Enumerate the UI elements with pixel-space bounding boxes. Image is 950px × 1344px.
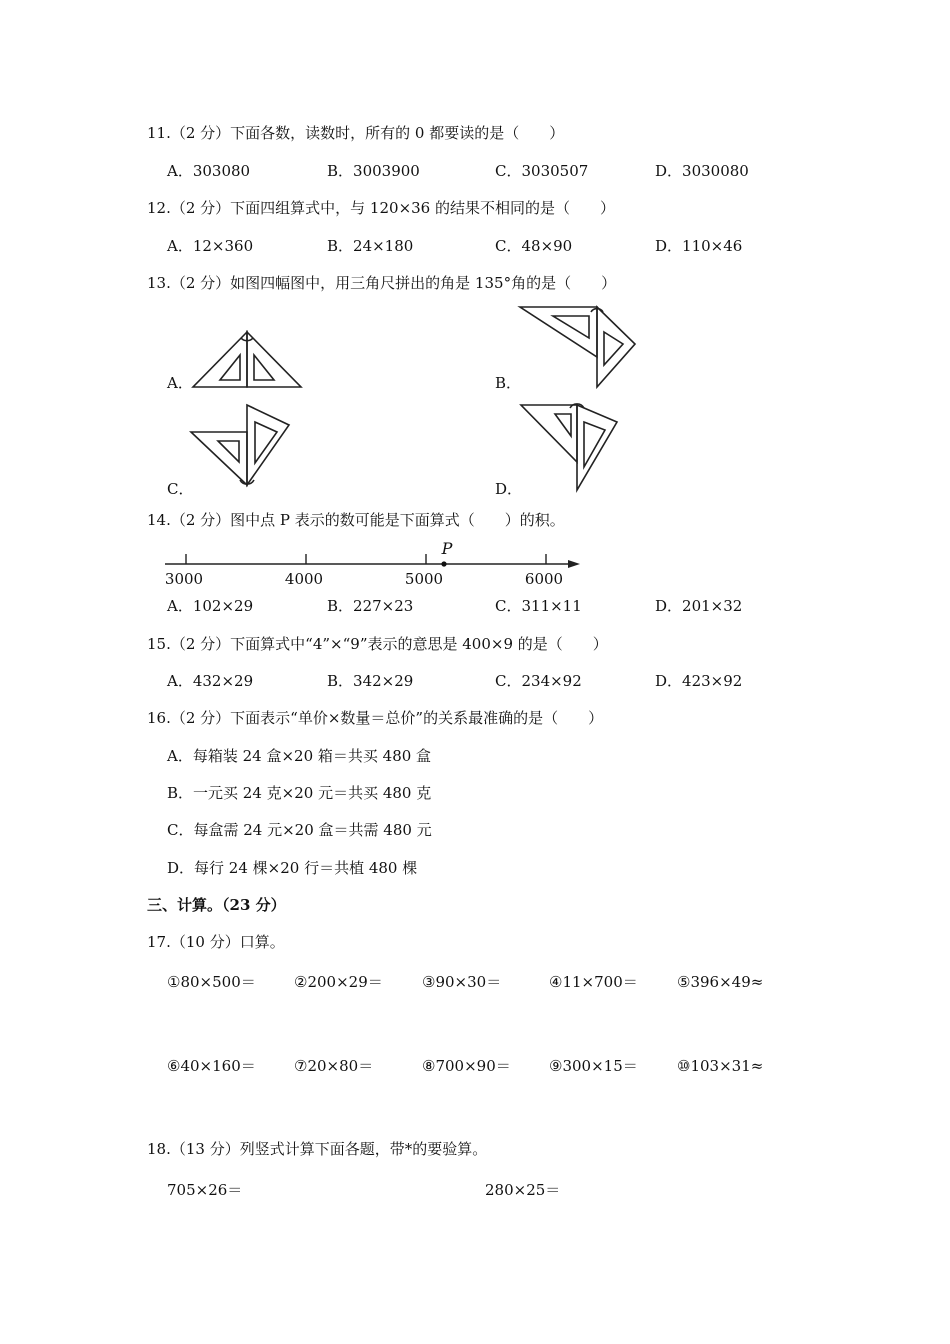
q16-option-c: C．每盒需 24 元×20 盒＝共需 480 元 <box>167 821 432 839</box>
q14-point-label: P <box>441 539 453 558</box>
q11-option-c: C．3030507 <box>495 162 589 180</box>
q13-label-d: D． <box>495 480 523 498</box>
q16-option-b: B．一元买 24 克×20 元＝共买 480 克 <box>167 784 432 802</box>
q17-stem: 17.（10 分）口算。 <box>147 933 285 951</box>
q18-item-2: 280×25＝ <box>485 1181 561 1199</box>
q13-figure-a <box>185 325 310 395</box>
q11-option-d: D．3030080 <box>655 162 749 180</box>
q17-item-4: ④11×700＝ <box>549 973 638 991</box>
q16-stem: 16.（2 分）下面表示“单价×数量＝总价”的关系最准确的是（ ） <box>147 709 604 727</box>
q15-option-d: D．423×92 <box>655 672 743 690</box>
q17-item-6: ⑥40×160＝ <box>167 1057 256 1075</box>
number-line-tick-label: 5000 <box>404 570 444 588</box>
q17-item-9: ⑨300×15＝ <box>549 1057 638 1075</box>
q17-item-8: ⑧700×90＝ <box>422 1057 511 1075</box>
q13-label-b: B． <box>495 374 522 392</box>
q14-option-c: C．311×11 <box>495 597 582 615</box>
q15-option-c: C．234×92 <box>495 672 582 690</box>
q15-stem: 15.（2 分）下面算式中“4”×“9”表示的意思是 400×9 的是（ ） <box>147 635 608 653</box>
q13-figure-d <box>515 400 630 495</box>
q12-option-c: C．48×90 <box>495 237 573 255</box>
q16-option-d: D．每行 24 棵×20 行＝共植 480 棵 <box>167 859 418 877</box>
q13-label-c: C． <box>167 480 194 498</box>
section-title: 三、计算。（23 分） <box>147 896 286 914</box>
q14-option-d: D．201×32 <box>655 597 743 615</box>
q15-option-a: A．432×29 <box>167 672 254 690</box>
q13-stem: 13.（2 分）如图四幅图中，用三角尺拼出的角是 135°角的是（ ） <box>147 274 617 292</box>
q11-stem: 11.（2 分）下面各数，读数时，所有的 0 都要读的是（ ） <box>147 124 565 142</box>
q17-item-1: ①80×500＝ <box>167 973 256 991</box>
q17-item-7: ⑦20×80＝ <box>294 1057 374 1075</box>
q14-option-b: B．227×23 <box>327 597 414 615</box>
q13-figure-c <box>185 400 300 495</box>
q14-option-a: A．102×29 <box>167 597 254 615</box>
number-line-tick-label: 4000 <box>284 570 324 588</box>
q17-item-2: ②200×29＝ <box>294 973 383 991</box>
number-line-tick-label: 6000 <box>524 570 564 588</box>
q14-number-line <box>160 536 590 591</box>
q12-stem: 12.（2 分）下面四组算式中，与 120×36 的结果不相同的是（ ） <box>147 199 615 217</box>
q11-option-a: A．303080 <box>167 162 251 180</box>
q13-figure-b <box>515 302 645 397</box>
q16-option-a: A．每箱装 24 盒×20 箱＝共买 480 盒 <box>167 747 432 765</box>
q17-item-10: ⑩103×31≈ <box>677 1057 764 1075</box>
q12-option-a: A．12×360 <box>167 237 254 255</box>
q17-item-5: ⑤396×49≈ <box>677 973 764 991</box>
q12-option-b: B．24×180 <box>327 237 414 255</box>
q12-option-d: D．110×46 <box>655 237 743 255</box>
q14-stem: 14.（2 分）图中点 P 表示的数可能是下面算式（ ）的积。 <box>147 511 565 529</box>
q18-stem: 18.（13 分）列竖式计算下面各题，带*的要验算。 <box>147 1140 488 1158</box>
point-p-dot <box>441 561 446 566</box>
q13-label-a: A． <box>167 374 193 392</box>
q17-item-3: ③90×30＝ <box>422 973 502 991</box>
q15-option-b: B．342×29 <box>327 672 414 690</box>
q18-item-1: 705×26＝ <box>167 1181 243 1199</box>
q11-option-b: B．3003900 <box>327 162 420 180</box>
number-line-tick-label: 3000 <box>164 570 204 588</box>
